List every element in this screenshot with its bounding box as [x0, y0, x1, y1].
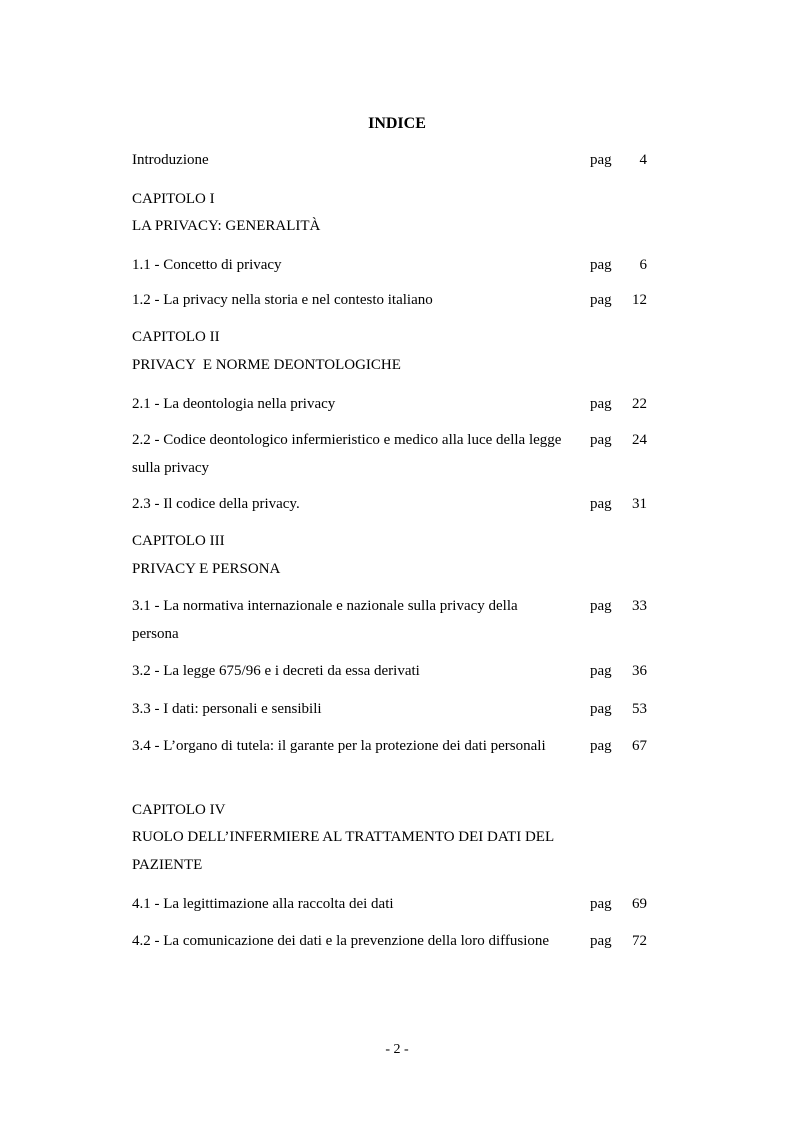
chapter-title: PRIVACY E NORME DEONTOLOGICHE — [132, 357, 401, 373]
page-title: INDICE — [368, 115, 426, 132]
toc-entry-text: 1.1 - Concetto di privacy — [132, 257, 282, 273]
toc-entry-text: 2.2 - Codice deontologico infermieristico e medico alla luce della legge sulla privacy — [132, 432, 562, 476]
toc-pag-label: pag — [590, 896, 612, 912]
toc-pag-label: pag — [590, 257, 612, 273]
toc-pag-label: pag — [590, 432, 612, 448]
toc-entry[interactable] — [132, 286, 647, 314]
toc-entry-intro[interactable] — [132, 146, 647, 174]
toc-entry-text: 3.2 - La legge 675/96 e i decreti da essa derivati — [132, 663, 420, 679]
toc-entry-text: 3.3 - I dati: personali e sensibili — [132, 701, 322, 717]
toc-page-number: 36 — [632, 663, 647, 679]
toc-entry-text: 3.4 - L’organo di tutela: il garante per la protezione dei dati personali — [132, 738, 546, 754]
chapter-label: CAPITOLO III — [132, 533, 225, 549]
toc-pag-label: pag — [590, 598, 612, 614]
toc-entry[interactable] — [132, 426, 647, 482]
toc-pag-label: pag — [590, 152, 612, 168]
toc-entry-text: 4.2 - La comunicazione dei dati e la prevenzione della loro diffusione — [132, 933, 550, 949]
toc-page-number: 67 — [632, 738, 647, 754]
toc-page-number: 24 — [632, 432, 647, 448]
toc-page-number: 69 — [632, 896, 647, 912]
toc-page-number: 6 — [639, 257, 647, 273]
toc-entry-text: Introduzione — [132, 152, 209, 168]
toc-entry-text: 2.1 - La deontologia nella privacy — [132, 396, 336, 412]
toc-entry[interactable] — [132, 890, 647, 918]
toc-pag-label: pag — [590, 496, 612, 512]
chapter-title: PRIVACY E PERSONA — [132, 561, 281, 577]
toc-pag-label: pag — [590, 933, 612, 949]
toc-page-number: 53 — [632, 701, 647, 717]
toc-entry[interactable] — [132, 695, 647, 723]
toc-entry-text: 3.1 - La normativa internazionale e nazionale sulla privacy della persona — [132, 598, 518, 642]
toc-page-number: 12 — [632, 292, 647, 308]
toc-entry-text: 1.2 - La privacy nella storia e nel contesto italiano — [132, 292, 433, 308]
toc-page-number: 4 — [639, 152, 647, 168]
toc-pag-label: pag — [590, 663, 612, 679]
toc-entry[interactable] — [132, 657, 647, 685]
chapter-title: RUOLO DELL’INFERMIERE AL TRATTAMENTO DEI DATI DEL PAZIENTE — [132, 829, 554, 873]
toc-entry[interactable] — [132, 251, 647, 279]
toc-pag-label: pag — [590, 701, 612, 717]
toc-entry[interactable] — [132, 592, 647, 648]
toc-pag-label: pag — [590, 738, 612, 754]
chapter-label: CAPITOLO IV — [132, 802, 226, 818]
toc-entry-text: 2.3 - Il codice della privacy. — [132, 496, 300, 512]
toc-pag-label: pag — [590, 292, 612, 308]
toc-pag-label: pag — [590, 396, 612, 412]
chapter-label: CAPITOLO II — [132, 329, 220, 345]
toc-entry-text: 4.1 - La legittimazione alla raccolta dei dati — [132, 896, 394, 912]
toc-page-number: 31 — [632, 496, 647, 512]
page-number-footer: - 2 - — [385, 1042, 409, 1057]
toc-page-number: 22 — [632, 396, 647, 412]
toc-entry[interactable] — [132, 490, 647, 518]
toc-page-number: 33 — [632, 598, 647, 614]
toc-page-number: 72 — [632, 933, 647, 949]
chapter-title: LA PRIVACY: GENERALITÀ — [132, 218, 321, 234]
toc-entry[interactable] — [132, 390, 647, 418]
chapter-label: CAPITOLO I — [132, 191, 215, 207]
toc-entry[interactable] — [132, 927, 647, 955]
toc-entry[interactable] — [132, 732, 647, 760]
